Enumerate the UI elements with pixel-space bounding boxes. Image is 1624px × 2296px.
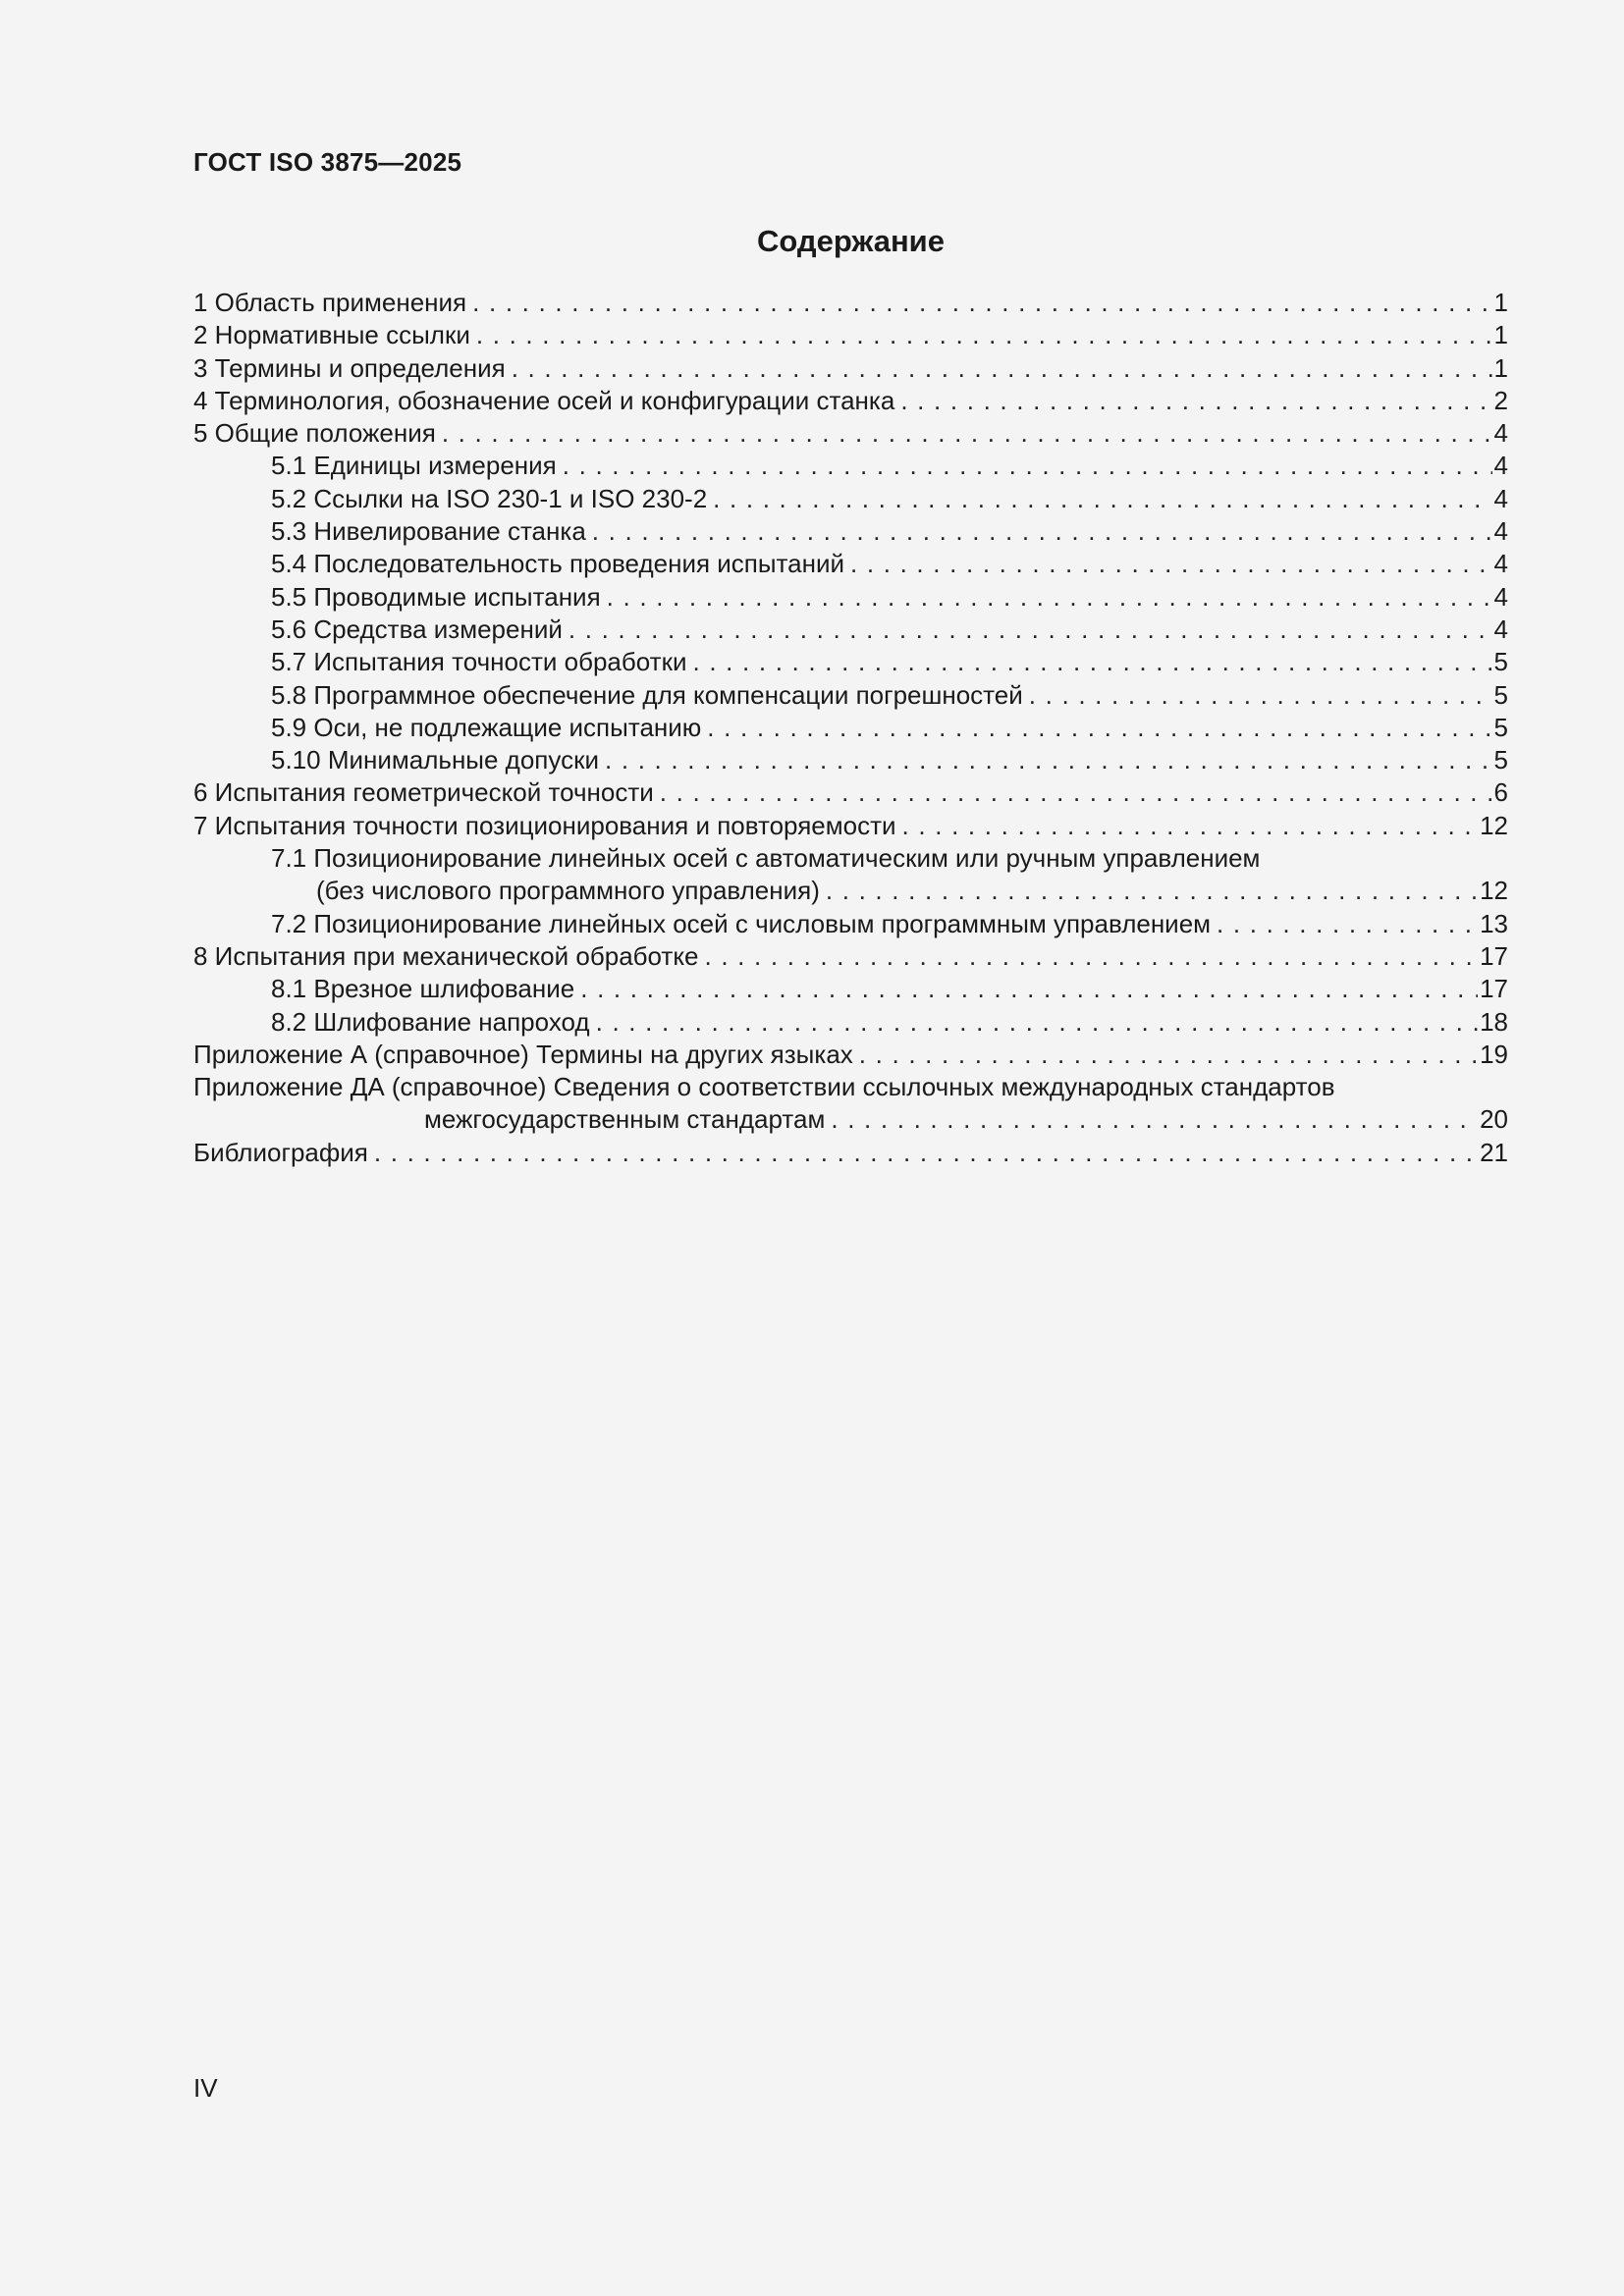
toc-entry[interactable]: [193, 417, 1508, 450]
toc-entry-page: 6: [1493, 777, 1508, 808]
table-of-contents: [193, 287, 1508, 1169]
toc-entry-label: 3 Термины и определения: [193, 352, 506, 383]
toc-entry-label: 1 Область применения: [193, 288, 467, 317]
toc-entry-page: 4: [1493, 516, 1508, 547]
toc-title: Содержание: [757, 224, 945, 258]
toc-entry-label: 5.7 Испытания точности обработки: [271, 647, 687, 677]
toc-entry-page: 4: [1493, 549, 1508, 579]
toc-leader-dots: [442, 417, 1492, 450]
toc-entry[interactable]: [193, 614, 1508, 646]
toc-entry[interactable]: [193, 908, 1508, 940]
toc-entry-label: 6 Испытания геометрической точности: [193, 777, 654, 808]
toc-entry-page: 5: [1493, 679, 1508, 710]
toc-entry-page: 4: [1493, 483, 1508, 513]
toc-entry-label: 8 Испытания при механической обработке: [193, 940, 699, 971]
toc-entry-page: 17: [1480, 940, 1508, 971]
toc-entry-label: 7 Испытания точности позиционирования и повторяемости: [193, 810, 896, 840]
toc-entry[interactable]: [193, 1006, 1508, 1039]
toc-entry-page: 4: [1493, 581, 1508, 612]
toc-leader-dots: [476, 319, 1492, 351]
toc-entry-continuation[interactable]: [193, 875, 1508, 907]
toc-entry[interactable]: [193, 744, 1508, 776]
toc-leader-dots: [374, 1137, 1478, 1169]
toc-leader-dots: [592, 515, 1492, 548]
toc-entry[interactable]: [193, 1071, 1508, 1103]
toc-entry-page: 5: [1493, 647, 1508, 677]
toc-leader-dots: [596, 1006, 1478, 1039]
toc-entry-page: 17: [1480, 974, 1508, 1004]
page-number: IV: [193, 2073, 218, 2103]
toc-entry-label: 8.2 Шлифование напроход: [271, 1006, 590, 1037]
toc-entry-label: 7.1 Позиционирование линейных осей с автоматическим или ручным управлением: [271, 843, 1261, 874]
toc-entry-label: 5.3 Нивелирование станка: [271, 516, 586, 547]
toc-leader-dots: [568, 614, 1492, 646]
toc-leader-dots: [900, 385, 1491, 417]
toc-entry-page: 1: [1493, 352, 1508, 383]
toc-entry[interactable]: [193, 385, 1508, 417]
toc-entry[interactable]: [193, 483, 1508, 515]
toc-entry[interactable]: [193, 287, 1508, 319]
toc-entry-label: 5.10 Минимальные допуски: [271, 745, 599, 775]
toc-entry-page: 21: [1480, 1137, 1508, 1167]
toc-entry-page: 13: [1480, 908, 1508, 938]
toc-entry[interactable]: [193, 679, 1508, 712]
toc-entry-label: Библиография: [193, 1137, 368, 1167]
toc-entry[interactable]: [193, 352, 1508, 385]
toc-entry[interactable]: [193, 940, 1508, 973]
toc-entry-page: 4: [1493, 451, 1508, 481]
toc-entry[interactable]: [193, 581, 1508, 614]
toc-entry-label: межгосударственным стандартам: [424, 1104, 826, 1135]
toc-entry-page: 19: [1480, 1039, 1508, 1069]
toc-entry-label: 2 Нормативные ссылки: [193, 320, 470, 350]
toc-entry[interactable]: [193, 776, 1508, 809]
toc-entry[interactable]: [193, 973, 1508, 1005]
toc-leader-dots: [563, 450, 1492, 482]
toc-leader-dots: [580, 973, 1478, 1005]
toc-entry[interactable]: [193, 515, 1508, 548]
toc-entry[interactable]: [193, 548, 1508, 580]
toc-entry-label: 5 Общие положения: [193, 418, 436, 449]
toc-entry[interactable]: [193, 1137, 1508, 1169]
toc-entry-page: 1: [1493, 320, 1508, 350]
toc-entry-page: 18: [1480, 1006, 1508, 1037]
toc-entry[interactable]: [193, 712, 1508, 744]
toc-entry-page: 12: [1480, 876, 1508, 906]
toc-leader-dots: [607, 581, 1492, 614]
toc-entry[interactable]: [193, 842, 1508, 875]
toc-entry-page: 4: [1493, 614, 1508, 644]
toc-entry-page: 4: [1493, 418, 1508, 449]
toc-entry-label: 8.1 Врезное шлифование: [271, 974, 575, 1004]
toc-leader-dots: [605, 744, 1492, 776]
toc-leader-dots: [1029, 679, 1492, 712]
toc-leader-dots: [692, 646, 1491, 678]
toc-entry-label: 5.8 Программное обеспечение для компенсации погрешностей: [271, 679, 1023, 710]
toc-entry-label: 5.1 Единицы измерения: [271, 451, 557, 481]
toc-entry-label: Приложение А (справочное) Термины на других языках: [193, 1039, 853, 1069]
toc-entry[interactable]: [193, 646, 1508, 678]
toc-entry-label: 5.9 Оси, не подлежащие испытанию: [271, 712, 702, 742]
document-header: ГОСТ ISO 3875—2025: [193, 147, 462, 177]
toc-entry-page: 2: [1493, 385, 1508, 415]
toc-entry-label: 5.4 Последовательность проведения испытаний: [271, 549, 845, 579]
toc-entry-label: 5.2 Ссылки на ISO 230-1 и ISO 230-2: [271, 483, 708, 513]
toc-entry[interactable]: [193, 450, 1508, 482]
toc-entry-page: 1: [1493, 288, 1508, 317]
toc-leader-dots: [512, 352, 1492, 385]
toc-entry-page: 5: [1493, 712, 1508, 742]
toc-entry-page: 5: [1493, 745, 1508, 775]
toc-entry-label: 5.6 Средства измерений: [271, 614, 563, 644]
toc-entry-label: Приложение ДА (справочное) Сведения о соответствии ссылочных международных стандартов: [193, 1072, 1335, 1102]
toc-leader-dots: [1217, 908, 1478, 940]
toc-entry-label: 7.2 Позиционирование линейных осей с числовым программным управлением: [271, 908, 1212, 938]
toc-leader-dots: [660, 776, 1492, 809]
toc-entry[interactable]: [193, 319, 1508, 351]
toc-leader-dots: [826, 875, 1478, 907]
toc-entry-page: 12: [1480, 810, 1508, 840]
toc-entry-label: 5.5 Проводимые испытания: [271, 581, 601, 612]
toc-leader-dots: [704, 940, 1478, 973]
toc-leader-dots: [707, 712, 1491, 744]
toc-leader-dots: [713, 483, 1491, 515]
toc-leader-dots: [859, 1039, 1478, 1071]
toc-leader-dots: [831, 1103, 1478, 1136]
toc-leader-dots: [902, 810, 1479, 842]
toc-entry[interactable]: [193, 1039, 1508, 1071]
toc-entry-label: 4 Терминология, обозначение осей и конфигурации станка: [193, 385, 895, 415]
toc-entry-label: (без числового программного управления): [316, 876, 820, 906]
toc-entry-page: 20: [1480, 1104, 1508, 1135]
toc-leader-dots: [850, 548, 1491, 580]
toc-leader-dots: [472, 287, 1491, 319]
toc-entry[interactable]: [193, 810, 1508, 842]
toc-entry-continuation[interactable]: [193, 1103, 1508, 1136]
